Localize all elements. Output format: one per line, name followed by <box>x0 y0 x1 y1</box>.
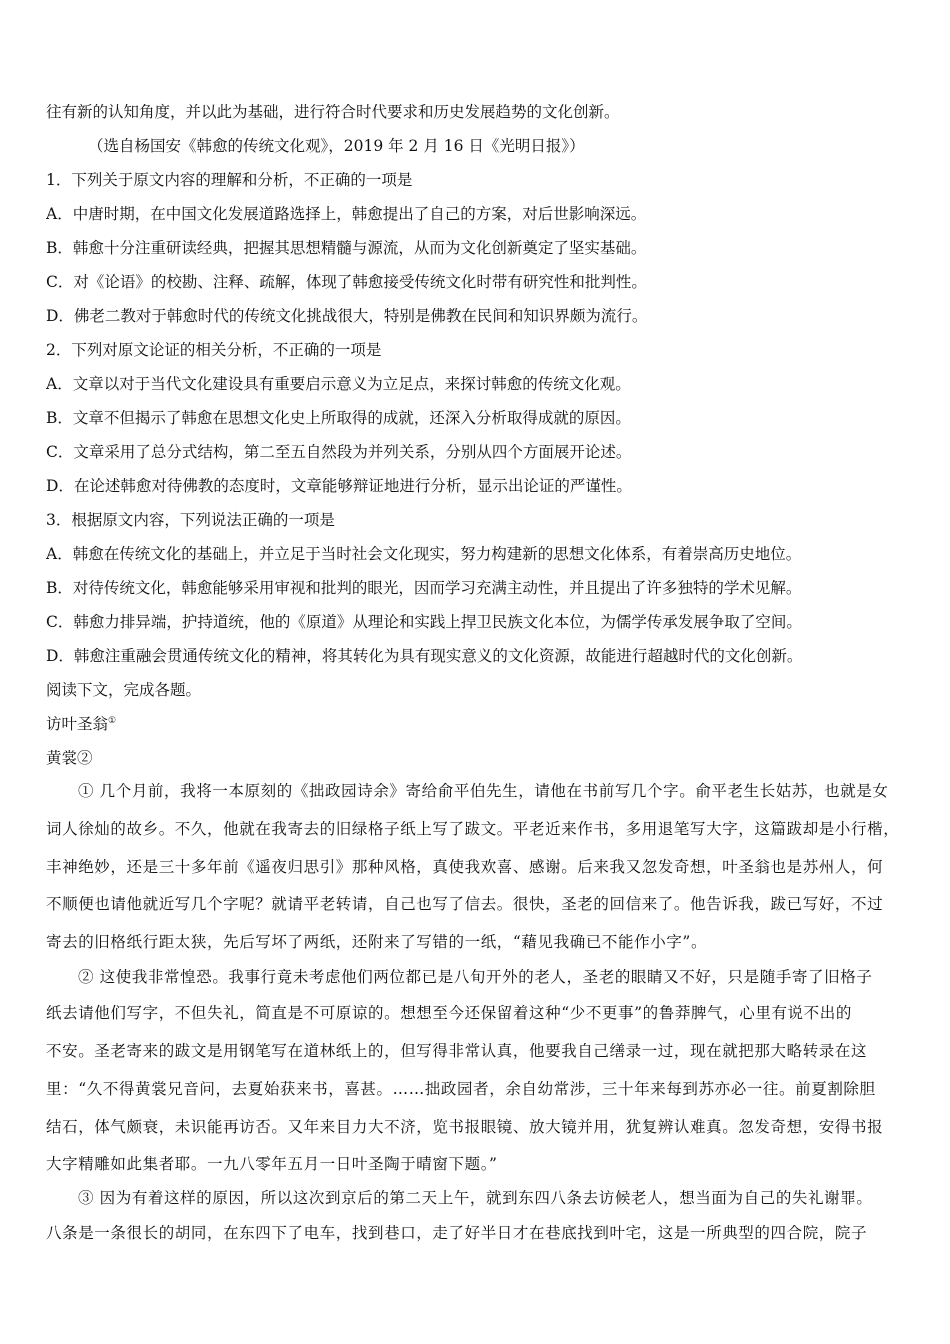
essay-title-note: ① <box>108 715 117 726</box>
essay-line: 结石，体气颇衰，未识能再访否。又年来目力大不济，览书报眼镜、放大镜并用，犹复辨认难真。忽发奇想，安得书报 <box>46 1118 884 1136</box>
question-3-option-b: B．对待传统文化，韩愈能够采用审视和批判的眼光，因而学习充满主动性，并且提出了许多独特的学术见解。 <box>46 579 802 597</box>
question-2-option-b: B．文章不但揭示了韩愈在思想文化史上所取得的成就，还深入分析取得成就的原因。 <box>46 409 631 427</box>
essay-title-text: 访叶圣翁 <box>46 715 109 733</box>
essay-line: 纸去请他们写字，不但失礼，简直是不可原谅的。想想至今还保留着这种“少不更事”的鲁莽脾气，心里有说不出的 <box>46 1004 852 1022</box>
essay-author: 黄裳② <box>46 749 93 767</box>
reading-instruction: 阅读下文，完成各题。 <box>46 681 202 699</box>
intro-tail: 往有新的认知角度，并以此为基础，进行符合时代要求和历史发展趋势的文化创新。 <box>46 103 620 121</box>
question-1-option-a: A．中唐时期，在中国文化发展道路选择上，韩愈提出了自己的方案，对后世影响深远。 <box>46 205 647 223</box>
essay-line: 不安。圣老寄来的跋文是用钢笔写在道林纸上的，但写得非常认真，他要我自己缮录一过，现在就把那大略转录在这 <box>46 1042 868 1060</box>
question-3-option-a: A．韩愈在传统文化的基础上，并立足于当时社会文化现实，努力构建新的思想文化体系，有着崇高历史地位。 <box>46 545 802 563</box>
essay-line: ① 几个月前，我将一本原刻的《拙政园诗余》寄给俞平伯先生，请他在书前写几个字。俞平老生长姑苏，也就是女 <box>78 782 889 800</box>
question-1-option-d: D．佛老二教对于韩愈时代的传统文化挑战很大，特别是佛教在民间和知识界颇为流行。 <box>46 307 648 325</box>
essay-line: 大字精雕如此集者耶。一九八零年五月一日叶圣陶于晴窗下题。” <box>46 1155 498 1173</box>
question-1-option-b: B．韩愈十分注重研读经典，把握其思想精髓与源流，从而为文化创新奠定了坚实基础。 <box>46 239 647 257</box>
question-3-option-c: C．韩愈力排异端，护持道统，他的《原道》从理论和实践上捍卫民族文化本位，为儒学传承发展争取了空间。 <box>46 613 802 631</box>
question-3-stem: 3．根据原文内容，下列说法正确的一项是 <box>46 511 335 529</box>
source-citation: （选自杨国安《韩愈的传统文化观》，2019 年 2 月 16 日《光明日报》） <box>88 137 585 155</box>
essay-line: ② 这使我非常惶恐。我事行竟未考虑他们两位都已是八旬开外的老人，圣老的眼睛又不好，只是随手寄了旧格子 <box>78 968 873 986</box>
question-2-stem: 2．下列对原文论证的相关分析，不正确的一项是 <box>46 341 382 359</box>
essay-line: 寄去的旧格纸行距太狭，先后写坏了两纸，还附来了写错的一纸，“藉见我确已不能作小字”。 <box>46 933 708 951</box>
question-2-option-d: D．在论述韩愈对待佛教的态度时，文章能够辩证地进行分析，显示出论证的严谨性。 <box>46 477 632 495</box>
essay-line: 八条是一条很长的胡同，在东四下了电车，找到巷口，走了好半日才在巷底找到叶宅，这是一所典型的四合院，院子 <box>46 1224 868 1242</box>
question-1-option-c: C．对《论语》的校勘、注释、疏解，体现了韩愈接受传统文化时带有研究性和批判性。 <box>46 273 647 291</box>
question-2-option-a: A．文章以对于当代文化建设具有重要启示意义为立足点，来探讨韩愈的传统文化观。 <box>46 375 631 393</box>
essay-line: 丰神绝妙，还是三十多年前《遥夜归思引》那种风格，真使我欢喜、感谢。后来我又忽发奇想，叶圣翁也是苏州人，何 <box>46 858 884 876</box>
essay-title <box>46 713 916 735</box>
essay-line: 词人徐灿的故乡。不久，他就在我寄去的旧绿格子纸上写了跋文。平老近来作书，多用退笔写大字，这篇跋却是小行楷， <box>46 820 900 838</box>
essay-line: 里：“久不得黄裳兄音问，去夏始获来书，喜甚。……拙政园者，余自幼常涉，三十年来每到苏亦必一往。前夏割除胆 <box>46 1080 876 1098</box>
essay-line: 不顺便也请他就近写几个字呢？就请平老转请，自己也写了信去。很快，圣老的回信来了。他告诉我，跋已写好，不过 <box>46 895 884 913</box>
essay-line: ③ 因为有着这样的原因，所以这次到京后的第二天上午，就到东四八条去访候老人，想当面为自己的失礼谢罪。 <box>78 1189 873 1207</box>
question-2-option-c: C．文章采用了总分式结构，第二至五自然段为并列关系，分别从四个方面展开论述。 <box>46 443 632 461</box>
question-3-option-d: D．韩愈注重融会贯通传统文化的精神，将其转化为具有现实意义的文化资源，故能进行超越时代的文化创新。 <box>46 647 803 665</box>
question-1-stem: 1．下列关于原文内容的理解和分析，不正确的一项是 <box>46 171 413 189</box>
